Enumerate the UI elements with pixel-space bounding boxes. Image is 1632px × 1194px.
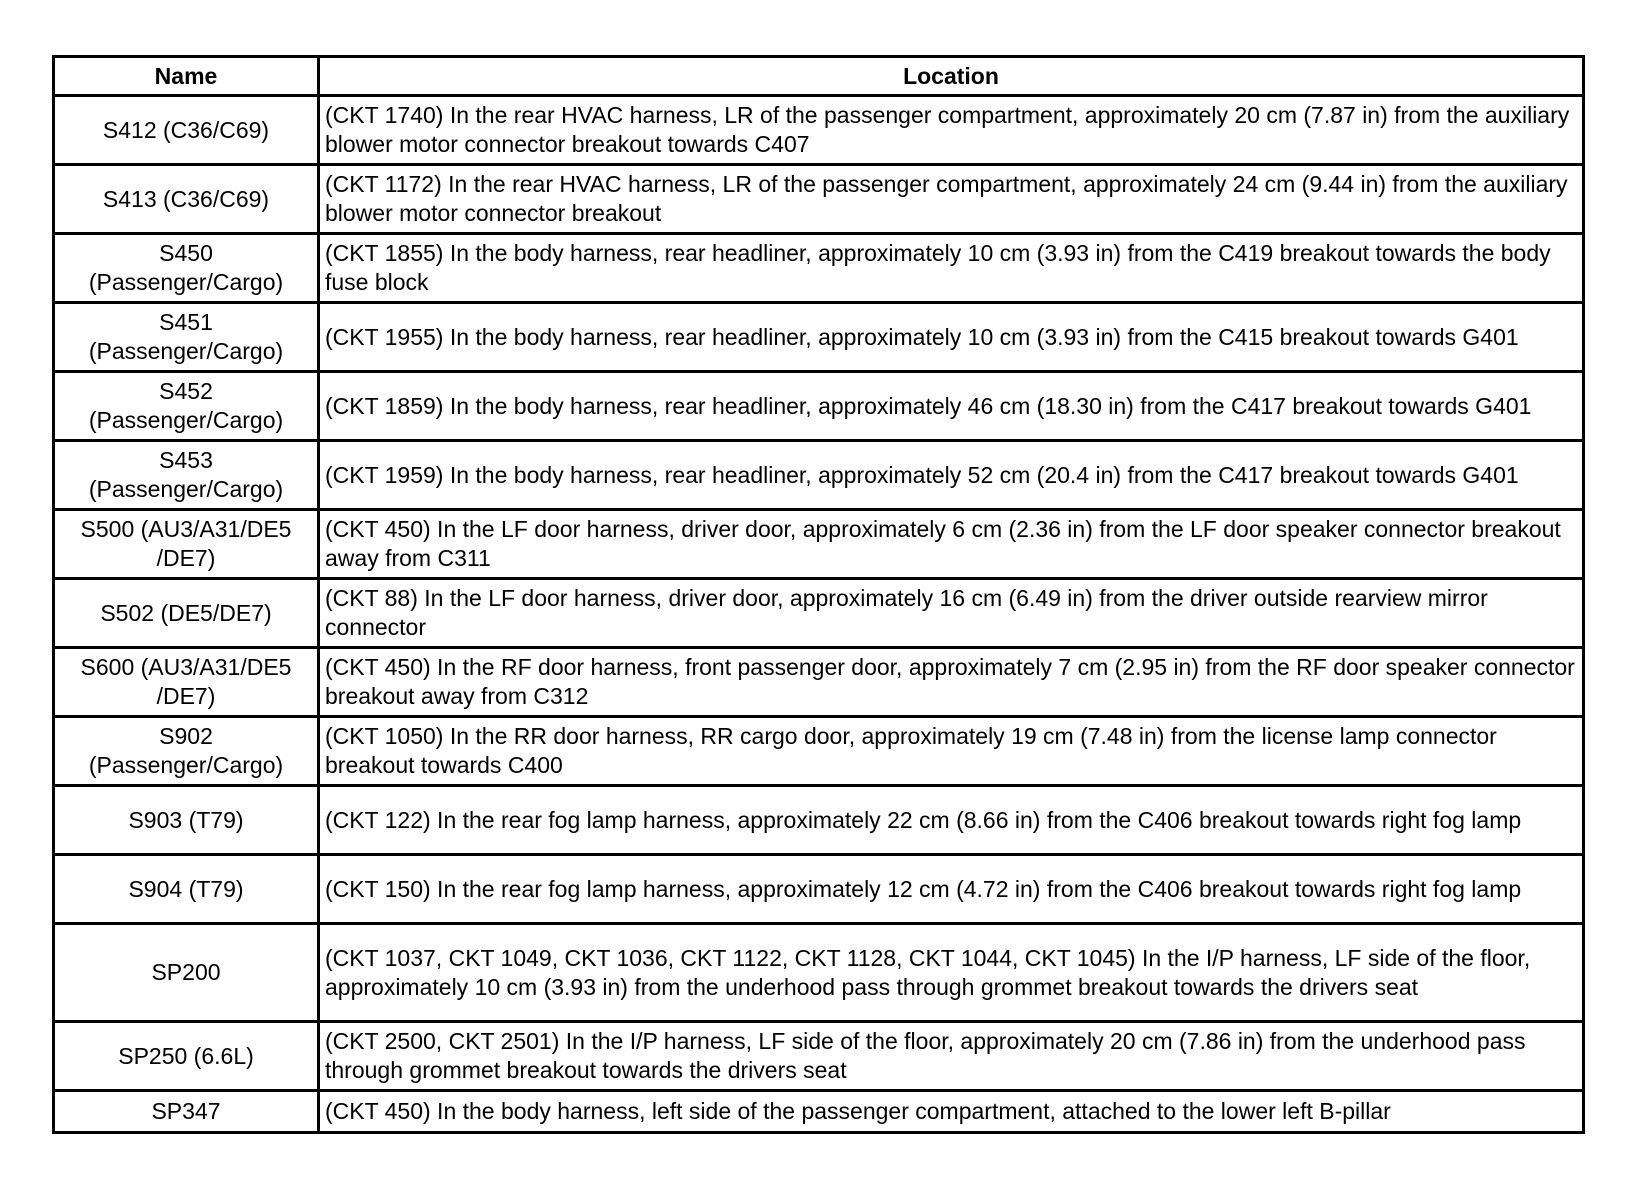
- splice-location-cell: (CKT 1037, CKT 1049, CKT 1036, CKT 1122, CKT 1128, CKT 1044, CKT 1045) In the I/P harness, LF side of the floor, approximately 10 cm (3.93 in) from the underhood pass through grommet breakout towards the drivers seat: [319, 924, 1584, 1022]
- splice-location-cell: (CKT 450) In the body harness, left side of the passenger compartment, attached to the lower left B-pillar: [319, 1091, 1584, 1133]
- table-row: [54, 441, 1584, 510]
- table-row: [54, 1091, 1584, 1133]
- splice-name-cell: SP347: [54, 1091, 319, 1133]
- splice-name-cell: SP250 (6.6L): [54, 1022, 319, 1091]
- name-column-header: Name: [54, 57, 319, 96]
- splice-name-cell: S904 (T79): [54, 855, 319, 924]
- splice-name-cell: S413 (C36/C69): [54, 165, 319, 234]
- table-row: [54, 786, 1584, 855]
- splice-location-cell: (CKT 1740) In the rear HVAC harness, LR of the passenger compartment, approximately 20 cm (7.87 in) from the auxiliary blower motor connector breakout towards C407: [319, 96, 1584, 165]
- splice-location-cell: (CKT 122) In the rear fog lamp harness, approximately 22 cm (8.66 in) from the C406 breakout towards right fog lamp: [319, 786, 1584, 855]
- table-row: [54, 234, 1584, 303]
- table-row: [54, 924, 1584, 1022]
- table-row: [54, 579, 1584, 648]
- splice-location-cell: (CKT 1859) In the body harness, rear headliner, approximately 46 cm (18.30 in) from the C417 breakout towards G401: [319, 372, 1584, 441]
- table-row: [54, 855, 1584, 924]
- splice-location-table: [52, 55, 1585, 1134]
- table-row: [54, 96, 1584, 165]
- splice-name-cell: S502 (DE5/DE7): [54, 579, 319, 648]
- splice-name-cell: S903 (T79): [54, 786, 319, 855]
- splice-location-cell: (CKT 1959) In the body harness, rear headliner, approximately 52 cm (20.4 in) from the C417 breakout towards G401: [319, 441, 1584, 510]
- splice-name-cell: S902 (Passenger/Cargo): [54, 717, 319, 786]
- splice-name-cell: S500 (AU3/A31/DE5 /DE7): [54, 510, 319, 579]
- splice-location-cell: (CKT 450) In the LF door harness, driver door, approximately 6 cm (2.36 in) from the LF door speaker connector breakout away from C311: [319, 510, 1584, 579]
- splice-name-cell: S453 (Passenger/Cargo): [54, 441, 319, 510]
- splice-location-cell: (CKT 1855) In the body harness, rear headliner, approximately 10 cm (3.93 in) from the C419 breakout towards the body fuse block: [319, 234, 1584, 303]
- splice-location-cell: (CKT 2500, CKT 2501) In the I/P harness, LF side of the floor, approximately 20 cm (7.86 in) from the underhood pass through grommet breakout towards the drivers seat: [319, 1022, 1584, 1091]
- location-column-header: Location: [319, 57, 1584, 96]
- table-row: [54, 648, 1584, 717]
- splice-location-cell: (CKT 150) In the rear fog lamp harness, approximately 12 cm (4.72 in) from the C406 breakout towards right fog lamp: [319, 855, 1584, 924]
- table-header-row: [54, 57, 1584, 96]
- table-row: [54, 510, 1584, 579]
- splice-location-table-container: [52, 55, 1582, 1134]
- table-row: [54, 165, 1584, 234]
- table-row: [54, 717, 1584, 786]
- splice-location-cell: (CKT 1955) In the body harness, rear headliner, approximately 10 cm (3.93 in) from the C415 breakout towards G401: [319, 303, 1584, 372]
- splice-name-cell: SP200: [54, 924, 319, 1022]
- splice-location-cell: (CKT 88) In the LF door harness, driver door, approximately 16 cm (6.49 in) from the driver outside rearview mirror connector: [319, 579, 1584, 648]
- table-row: [54, 372, 1584, 441]
- splice-name-cell: S450 (Passenger/Cargo): [54, 234, 319, 303]
- splice-name-cell: S452 (Passenger/Cargo): [54, 372, 319, 441]
- splice-name-cell: S600 (AU3/A31/DE5 /DE7): [54, 648, 319, 717]
- splice-location-cell: (CKT 1050) In the RR door harness, RR cargo door, approximately 19 cm (7.48 in) from the license lamp connector breakout towards C400: [319, 717, 1584, 786]
- splice-location-cell: (CKT 450) In the RF door harness, front passenger door, approximately 7 cm (2.95 in) from the RF door speaker connector breakout away from C312: [319, 648, 1584, 717]
- splice-name-cell: S451 (Passenger/Cargo): [54, 303, 319, 372]
- table-row: [54, 1022, 1584, 1091]
- splice-location-cell: (CKT 1172) In the rear HVAC harness, LR of the passenger compartment, approximately 24 cm (9.44 in) from the auxiliary blower motor connector breakout: [319, 165, 1584, 234]
- splice-name-cell: S412 (C36/C69): [54, 96, 319, 165]
- table-row: [54, 303, 1584, 372]
